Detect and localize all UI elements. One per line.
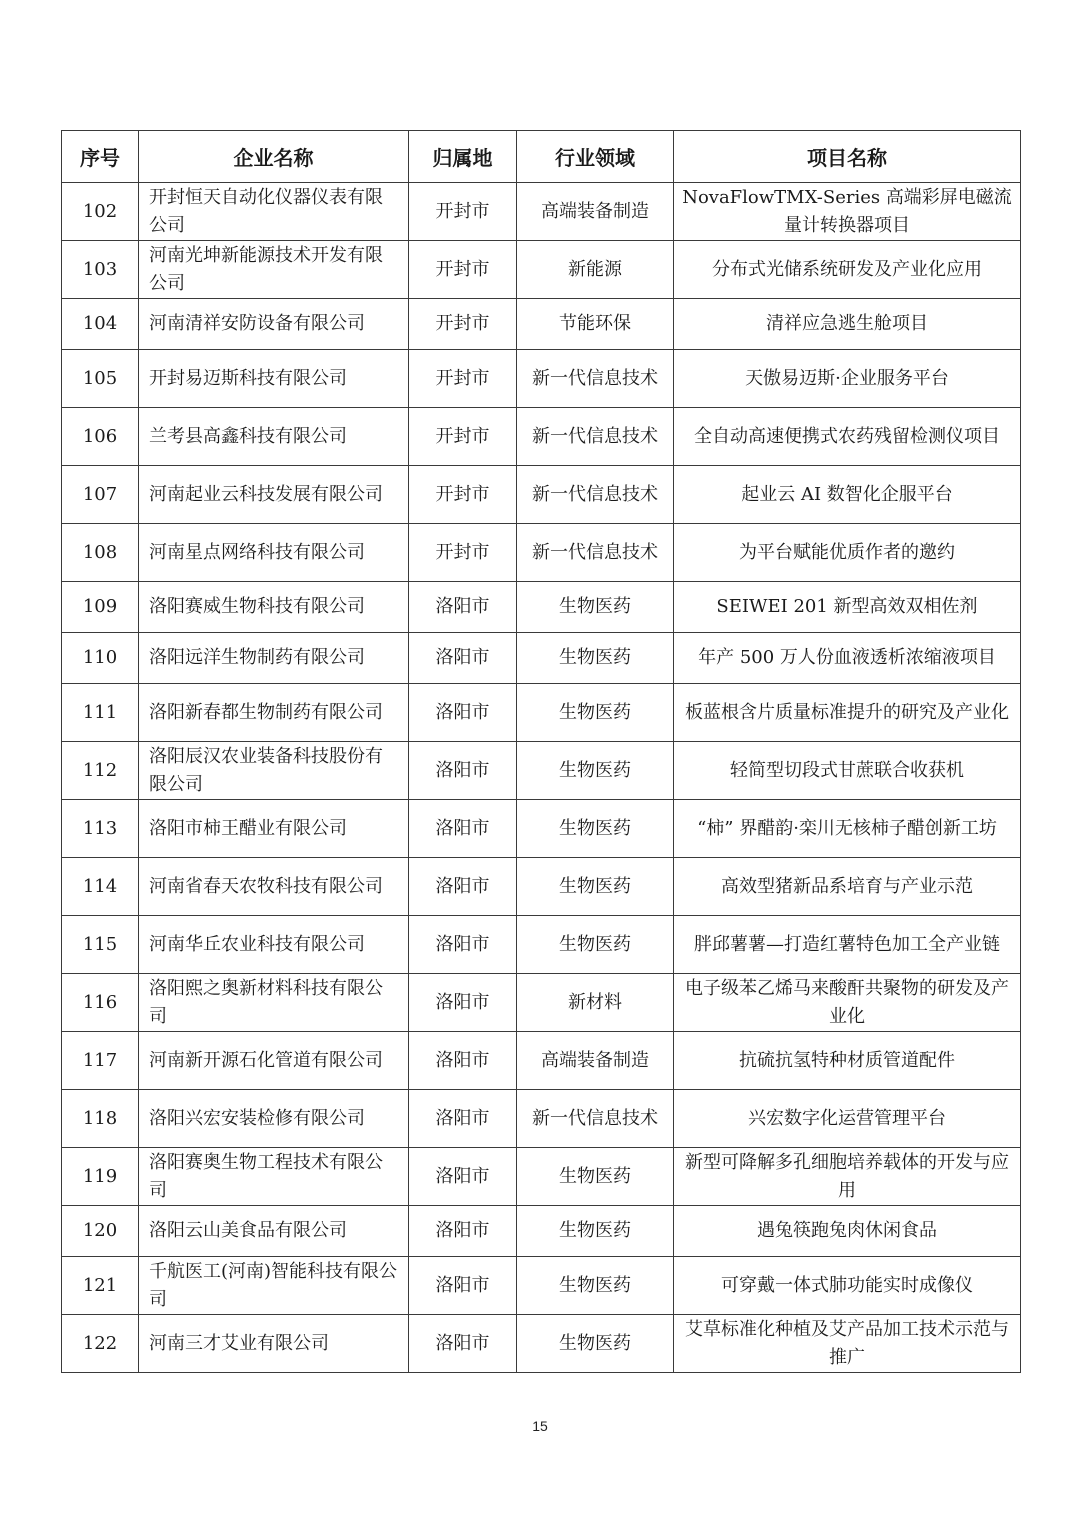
cell-company: 河南三才艾业有限公司 bbox=[139, 1315, 409, 1373]
cell-no: 107 bbox=[62, 466, 139, 524]
cell-company: 兰考县高鑫科技有限公司 bbox=[139, 408, 409, 466]
cell-company: 河南清祥安防设备有限公司 bbox=[139, 299, 409, 350]
cell-company: 洛阳熙之奥新材料科技有限公司 bbox=[139, 974, 409, 1032]
cell-industry: 生物医药 bbox=[517, 684, 674, 742]
cell-no: 111 bbox=[62, 684, 139, 742]
cell-industry: 生物医药 bbox=[517, 1206, 674, 1257]
cell-project: 为平台赋能优质作者的邀约 bbox=[674, 524, 1021, 582]
table-row bbox=[62, 408, 1021, 466]
header-no: 序号 bbox=[62, 131, 139, 183]
cell-company: 洛阳赛奥生物工程技术有限公司 bbox=[139, 1148, 409, 1206]
cell-location: 洛阳市 bbox=[409, 1090, 517, 1148]
table-row bbox=[62, 1315, 1021, 1373]
cell-company: 洛阳兴宏安装检修有限公司 bbox=[139, 1090, 409, 1148]
table-row bbox=[62, 916, 1021, 974]
cell-project: 新型可降解多孔细胞培养载体的开发与应用 bbox=[674, 1148, 1021, 1206]
cell-industry: 高端装备制造 bbox=[517, 183, 674, 241]
cell-location: 洛阳市 bbox=[409, 633, 517, 684]
table-row bbox=[62, 1090, 1021, 1148]
cell-industry: 新一代信息技术 bbox=[517, 350, 674, 408]
cell-no: 109 bbox=[62, 582, 139, 633]
cell-location: 洛阳市 bbox=[409, 800, 517, 858]
cell-project: 年产 500 万人份血液透析浓缩液项目 bbox=[674, 633, 1021, 684]
table-row bbox=[62, 684, 1021, 742]
cell-location: 开封市 bbox=[409, 408, 517, 466]
cell-project: 艾草标准化种植及艾产品加工技术示范与推广 bbox=[674, 1315, 1021, 1373]
table-row bbox=[62, 241, 1021, 299]
cell-project: 抗硫抗氢特种材质管道配件 bbox=[674, 1032, 1021, 1090]
table-row bbox=[62, 183, 1021, 241]
cell-location: 开封市 bbox=[409, 183, 517, 241]
cell-project: 胖邱薯薯—打造红薯特色加工全产业链 bbox=[674, 916, 1021, 974]
cell-location: 洛阳市 bbox=[409, 1315, 517, 1373]
enterprise-project-table bbox=[61, 130, 1021, 1373]
cell-location: 洛阳市 bbox=[409, 1206, 517, 1257]
cell-no: 112 bbox=[62, 742, 139, 800]
cell-location: 开封市 bbox=[409, 299, 517, 350]
table-row bbox=[62, 858, 1021, 916]
cell-project: 遇兔筷跑兔肉休闲食品 bbox=[674, 1206, 1021, 1257]
cell-location: 开封市 bbox=[409, 466, 517, 524]
cell-industry: 节能环保 bbox=[517, 299, 674, 350]
cell-no: 102 bbox=[62, 183, 139, 241]
cell-industry: 生物医药 bbox=[517, 1148, 674, 1206]
cell-project: NovaFlowTMX-Series 高端彩屏电磁流量计转换器项目 bbox=[674, 183, 1021, 241]
cell-no: 105 bbox=[62, 350, 139, 408]
cell-no: 121 bbox=[62, 1257, 139, 1315]
cell-no: 110 bbox=[62, 633, 139, 684]
cell-industry: 生物医药 bbox=[517, 1257, 674, 1315]
cell-company: 洛阳赛威生物科技有限公司 bbox=[139, 582, 409, 633]
header-location: 归属地 bbox=[409, 131, 517, 183]
cell-industry: 新能源 bbox=[517, 241, 674, 299]
cell-no: 115 bbox=[62, 916, 139, 974]
table-row bbox=[62, 1032, 1021, 1090]
cell-company: 千航医工(河南)智能科技有限公司 bbox=[139, 1257, 409, 1315]
cell-company: 洛阳辰汉农业装备科技股份有限公司 bbox=[139, 742, 409, 800]
table-row bbox=[62, 800, 1021, 858]
cell-company: 洛阳云山美食品有限公司 bbox=[139, 1206, 409, 1257]
cell-industry: 高端装备制造 bbox=[517, 1032, 674, 1090]
cell-project: 全自动高速便携式农药残留检测仪项目 bbox=[674, 408, 1021, 466]
cell-no: 119 bbox=[62, 1148, 139, 1206]
cell-company: 河南光坤新能源技术开发有限公司 bbox=[139, 241, 409, 299]
cell-industry: 生物医药 bbox=[517, 916, 674, 974]
cell-project: “柿” 界醋韵·栾川无核柿子醋创新工坊 bbox=[674, 800, 1021, 858]
cell-no: 108 bbox=[62, 524, 139, 582]
cell-company: 河南华丘农业科技有限公司 bbox=[139, 916, 409, 974]
cell-industry: 生物医药 bbox=[517, 582, 674, 633]
table-row bbox=[62, 742, 1021, 800]
cell-location: 开封市 bbox=[409, 350, 517, 408]
table-row bbox=[62, 299, 1021, 350]
cell-project: 清祥应急逃生舱项目 bbox=[674, 299, 1021, 350]
cell-company: 开封恒天自动化仪器仪表有限公司 bbox=[139, 183, 409, 241]
cell-company: 河南起业云科技发展有限公司 bbox=[139, 466, 409, 524]
cell-no: 114 bbox=[62, 858, 139, 916]
cell-project: 兴宏数字化运营管理平台 bbox=[674, 1090, 1021, 1148]
cell-project: 轻简型切段式甘蔗联合收获机 bbox=[674, 742, 1021, 800]
cell-location: 开封市 bbox=[409, 241, 517, 299]
cell-industry: 新材料 bbox=[517, 974, 674, 1032]
cell-company: 洛阳市柿王醋业有限公司 bbox=[139, 800, 409, 858]
table-row bbox=[62, 1257, 1021, 1315]
cell-no: 116 bbox=[62, 974, 139, 1032]
cell-location: 洛阳市 bbox=[409, 974, 517, 1032]
cell-project: 电子级苯乙烯马来酸酐共聚物的研发及产业化 bbox=[674, 974, 1021, 1032]
table-row bbox=[62, 524, 1021, 582]
header-company: 企业名称 bbox=[139, 131, 409, 183]
cell-company: 开封易迈斯科技有限公司 bbox=[139, 350, 409, 408]
table-row bbox=[62, 1148, 1021, 1206]
cell-project: 分布式光储系统研发及产业化应用 bbox=[674, 241, 1021, 299]
table-row bbox=[62, 350, 1021, 408]
cell-no: 117 bbox=[62, 1032, 139, 1090]
cell-project: SEIWEI 201 新型高效双相佐剂 bbox=[674, 582, 1021, 633]
cell-location: 洛阳市 bbox=[409, 858, 517, 916]
header-industry: 行业领域 bbox=[517, 131, 674, 183]
cell-company: 洛阳远洋生物制药有限公司 bbox=[139, 633, 409, 684]
header-project: 项目名称 bbox=[674, 131, 1021, 183]
table-row bbox=[62, 1206, 1021, 1257]
cell-project: 起业云 AI 数智化企服平台 bbox=[674, 466, 1021, 524]
cell-location: 洛阳市 bbox=[409, 1032, 517, 1090]
cell-no: 103 bbox=[62, 241, 139, 299]
cell-location: 开封市 bbox=[409, 524, 517, 582]
cell-location: 洛阳市 bbox=[409, 742, 517, 800]
cell-industry: 生物医药 bbox=[517, 1315, 674, 1373]
table-header-row bbox=[62, 131, 1021, 183]
cell-project: 天傲易迈斯·企业服务平台 bbox=[674, 350, 1021, 408]
cell-no: 120 bbox=[62, 1206, 139, 1257]
table-row bbox=[62, 633, 1021, 684]
cell-project: 可穿戴一体式肺功能实时成像仪 bbox=[674, 1257, 1021, 1315]
cell-company: 河南新开源石化管道有限公司 bbox=[139, 1032, 409, 1090]
cell-industry: 生物医药 bbox=[517, 800, 674, 858]
cell-industry: 新一代信息技术 bbox=[517, 1090, 674, 1148]
cell-no: 113 bbox=[62, 800, 139, 858]
cell-industry: 新一代信息技术 bbox=[517, 524, 674, 582]
cell-industry: 生物医药 bbox=[517, 858, 674, 916]
table-row bbox=[62, 582, 1021, 633]
cell-project: 高效型猪新品系培育与产业示范 bbox=[674, 858, 1021, 916]
cell-company: 河南省春天农牧科技有限公司 bbox=[139, 858, 409, 916]
cell-no: 122 bbox=[62, 1315, 139, 1373]
cell-location: 洛阳市 bbox=[409, 1148, 517, 1206]
cell-project: 板蓝根含片质量标准提升的研究及产业化 bbox=[674, 684, 1021, 742]
cell-location: 洛阳市 bbox=[409, 916, 517, 974]
cell-industry: 生物医药 bbox=[517, 633, 674, 684]
cell-company: 河南星点网络科技有限公司 bbox=[139, 524, 409, 582]
cell-company: 洛阳新春都生物制药有限公司 bbox=[139, 684, 409, 742]
cell-industry: 新一代信息技术 bbox=[517, 408, 674, 466]
table-row bbox=[62, 466, 1021, 524]
cell-location: 洛阳市 bbox=[409, 1257, 517, 1315]
cell-location: 洛阳市 bbox=[409, 684, 517, 742]
cell-no: 106 bbox=[62, 408, 139, 466]
table-row bbox=[62, 974, 1021, 1032]
cell-industry: 新一代信息技术 bbox=[517, 466, 674, 524]
cell-no: 118 bbox=[62, 1090, 139, 1148]
cell-industry: 生物医药 bbox=[517, 742, 674, 800]
cell-no: 104 bbox=[62, 299, 139, 350]
cell-location: 洛阳市 bbox=[409, 582, 517, 633]
page-number: 15 bbox=[532, 1418, 548, 1434]
